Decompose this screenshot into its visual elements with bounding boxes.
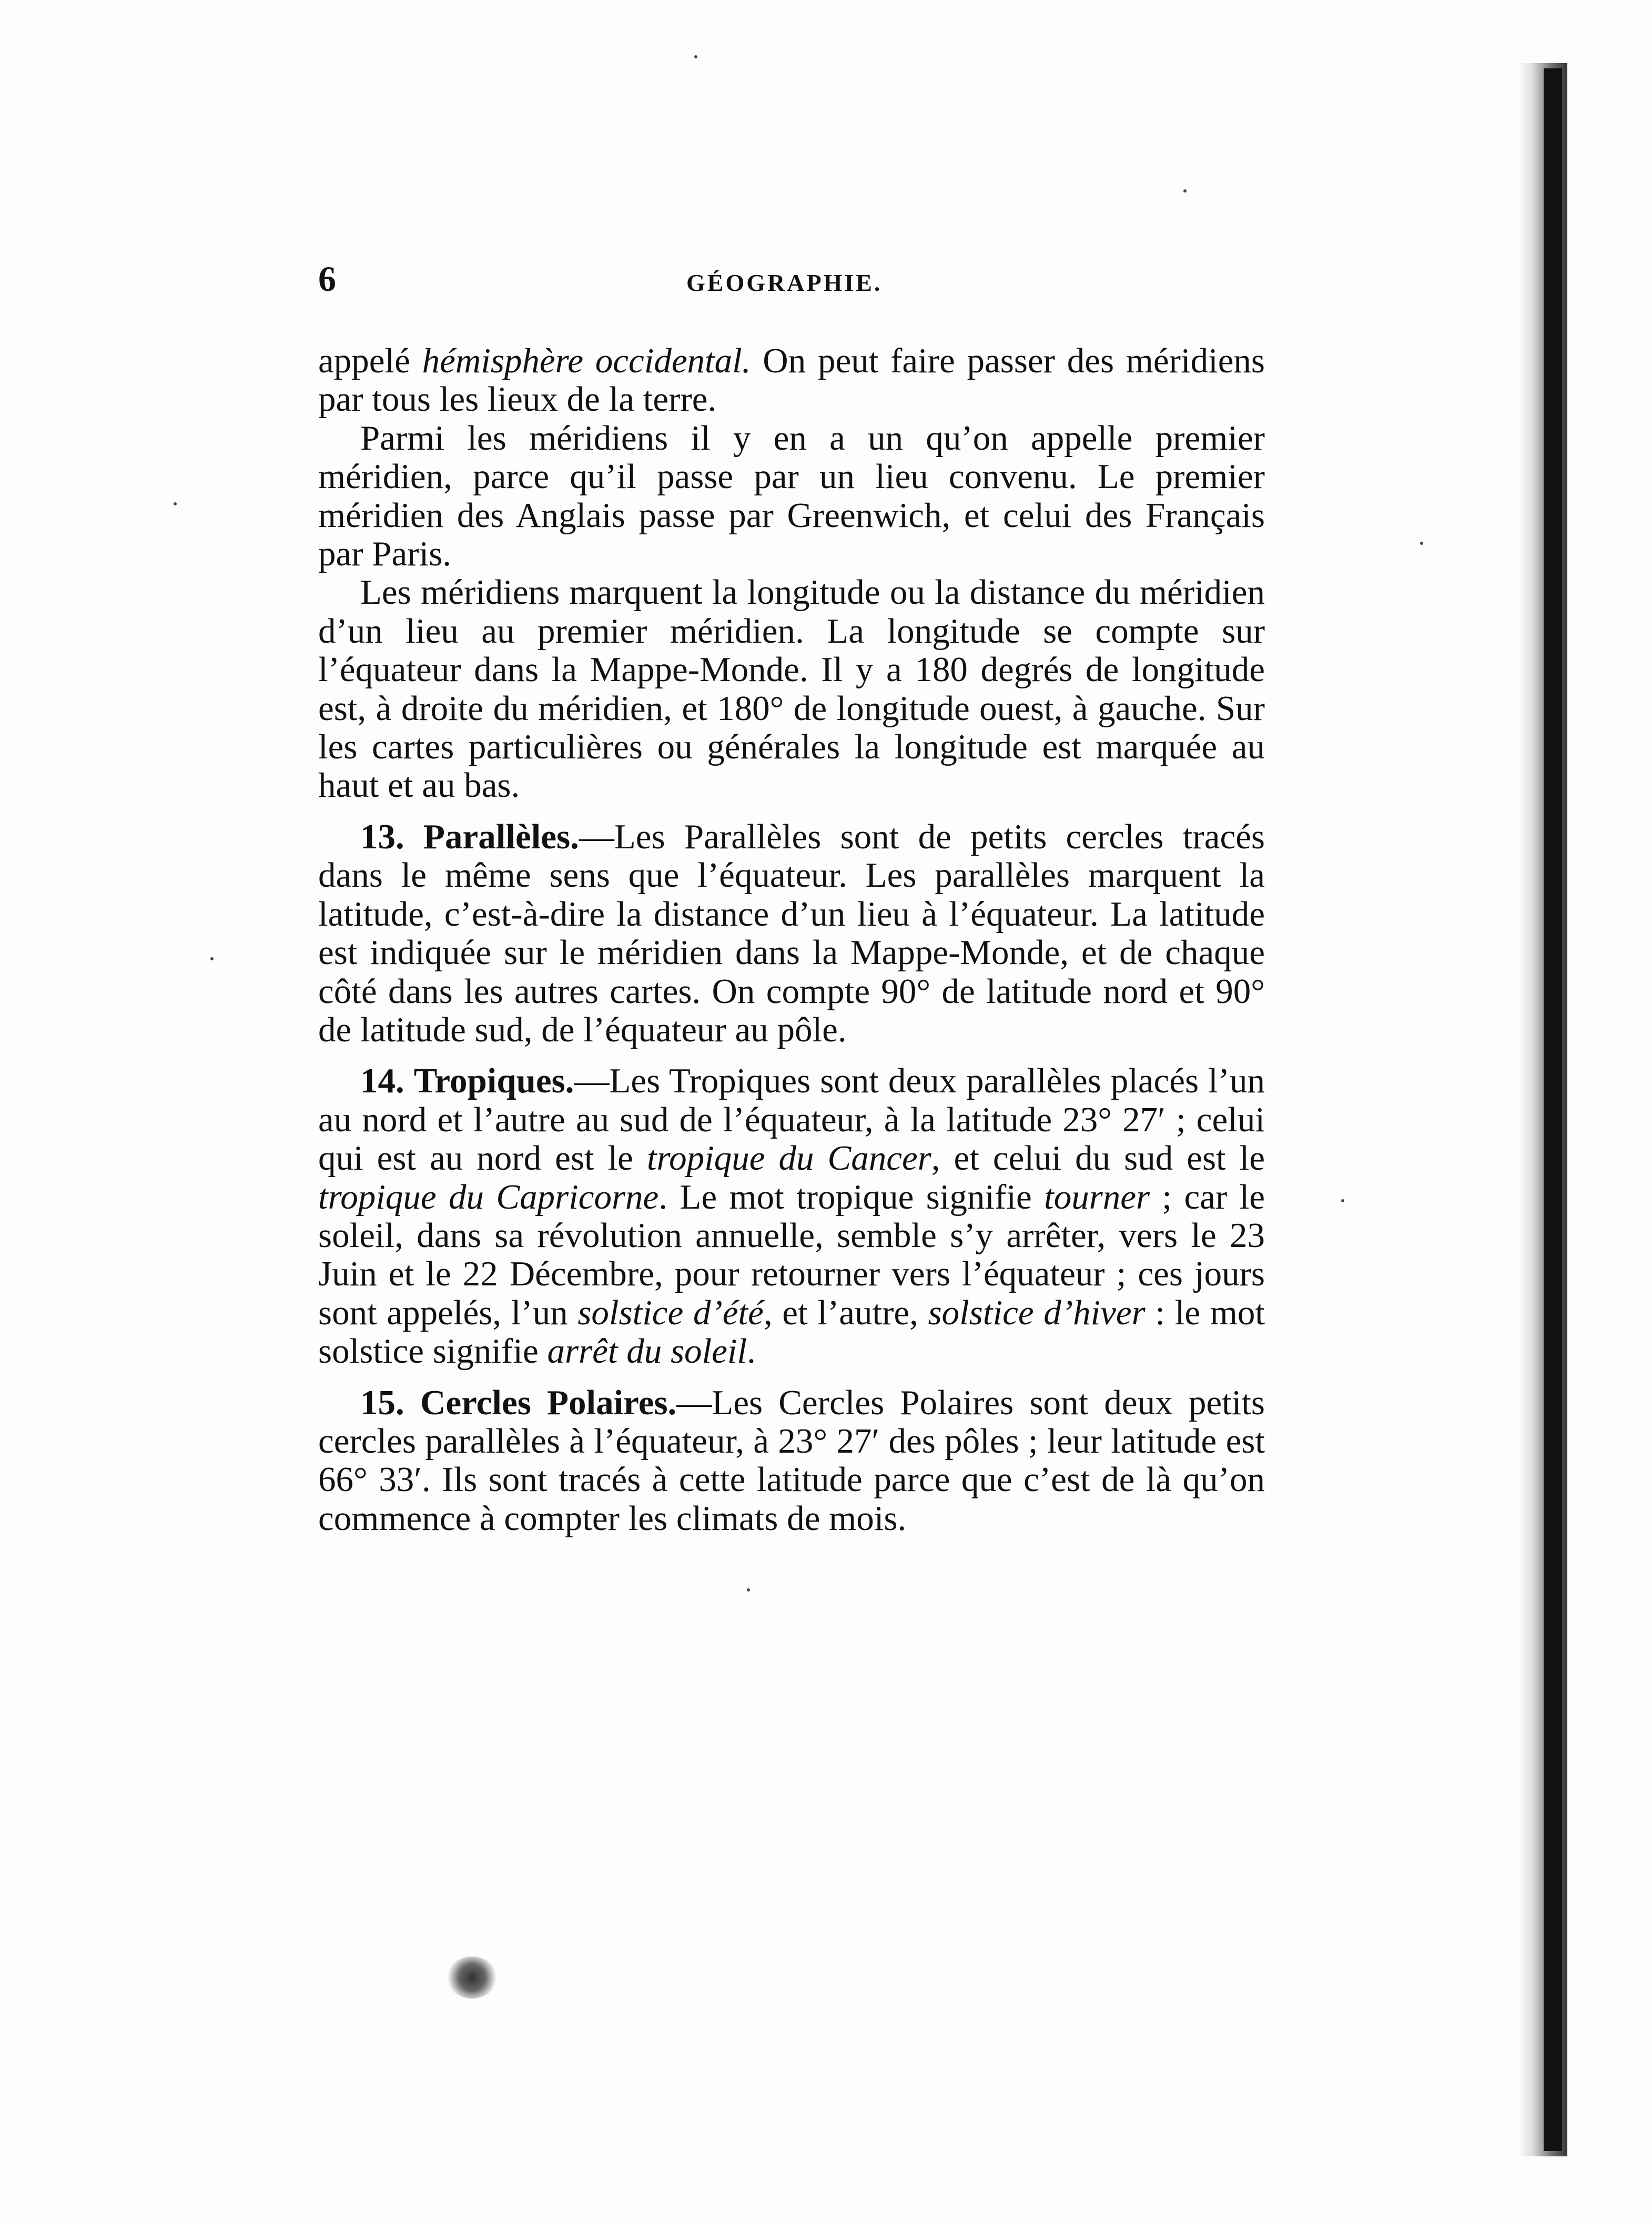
paragraph-hemisphere — [318, 342, 1265, 419]
italic-term: tropique du Cancer — [646, 1139, 931, 1178]
ink-speck — [747, 1588, 750, 1591]
italic-term: tropique du Capricorne — [318, 1177, 659, 1217]
section-15-cercles-polaires — [318, 1384, 1265, 1538]
text-run: ; car le soleil, dans sa révolution annuelle, semble s’y arrêter, vers le 23 Juin et le 22 Décembre, pour retourner vers l’équateur ; ces jours sont appelés, l’un — [318, 1177, 1265, 1332]
text-run: appelé — [318, 341, 422, 380]
text-run: . Le mot tropique signifie — [658, 1177, 1045, 1217]
section-title: Parallèles. — [423, 817, 579, 856]
text-run: —Les Cercles Polaires sont deux petits cercles parallèles à l’équateur, à 23° 27′ des pôles ; leur latitude est 66° 33′. Ils sont tracés à cette latitude parce que c’est de là qu’on commence à compter les climats de mois. — [318, 1383, 1265, 1538]
text-run: —Les Parallèles sont de petits cercles tracés dans le même sens que l’équateur. Les parallèles marquent la latitude, c’est-à-dire la distance d’un lieu à l’équateur. La latitude est indiquée sur le méridien dans la Mappe-Monde, et de chaque côté dans les autres cartes. On compte 90° de latitude nord et 90° de latitude sud, de l’équateur au pôle. — [318, 817, 1265, 1049]
text-run: , et l’autre, — [763, 1293, 928, 1332]
page-number: 6 — [318, 259, 336, 299]
italic-term: solstice d’hiver — [928, 1293, 1146, 1332]
ink-speck — [1341, 1199, 1344, 1202]
paragraph-premier-meridien — [318, 419, 1265, 574]
ink-speck — [1183, 189, 1187, 192]
ink-smudge — [447, 1957, 497, 1999]
paragraph-longitude — [318, 573, 1265, 805]
text-run: : le mot solstice signifie — [318, 1293, 1265, 1371]
body-text — [318, 342, 1265, 1538]
text-run: On peut faire passer des méridiens par tous les lieux de la terre. — [318, 341, 1265, 419]
section-title: Tropiques. — [413, 1061, 574, 1101]
section-title: Cercles Polaires. — [420, 1383, 677, 1422]
ink-speck — [694, 55, 697, 58]
ink-speck — [174, 502, 177, 505]
italic-term: hémisphère occidental. — [422, 341, 751, 380]
page-binding-shadow — [1544, 68, 1562, 2151]
text-run: , et celui du sud est le — [931, 1139, 1265, 1178]
text-run: Parmi les méridiens il y en a un qu’on appelle premier méridien, parce qu’il passe par un lieu convenu. Le premier méridien des Anglais passe par Greenwich, et celui des Français par Paris. — [318, 418, 1265, 574]
italic-term: tourner — [1044, 1177, 1150, 1217]
text-run: . — [747, 1332, 756, 1371]
text-run: Les méridiens marquent la longitude ou la distance du méridien d’un lieu au premier méridien. La longitude se compte sur l’équateur dans la Mappe-Monde. Il y a 180 degrés de longitude est, à droite du méridien, et 180° de longitude ouest, à gauche. Sur les cartes particulières ou générales la longitude est marquée au haut et au bas. — [318, 573, 1265, 805]
running-head: GÉOGRAPHIE. — [686, 269, 883, 296]
italic-term: arrêt du soleil — [547, 1332, 747, 1371]
section-14-tropiques — [318, 1062, 1265, 1371]
section-number: 13. — [360, 817, 404, 856]
ink-speck — [210, 957, 214, 960]
page-header — [318, 252, 1275, 316]
section-number: 14. — [360, 1061, 404, 1101]
text-run: —Les Tropiques sont deux parallèles placés l’un au nord et l’autre au sud de l’équateur, à la latitude 23° 27′ ; celui qui est au nord est le — [318, 1061, 1265, 1178]
section-13-paralleles — [318, 818, 1265, 1049]
section-number: 15. — [360, 1383, 404, 1422]
ink-speck — [1420, 542, 1423, 545]
italic-term: solstice d’été — [577, 1293, 764, 1332]
